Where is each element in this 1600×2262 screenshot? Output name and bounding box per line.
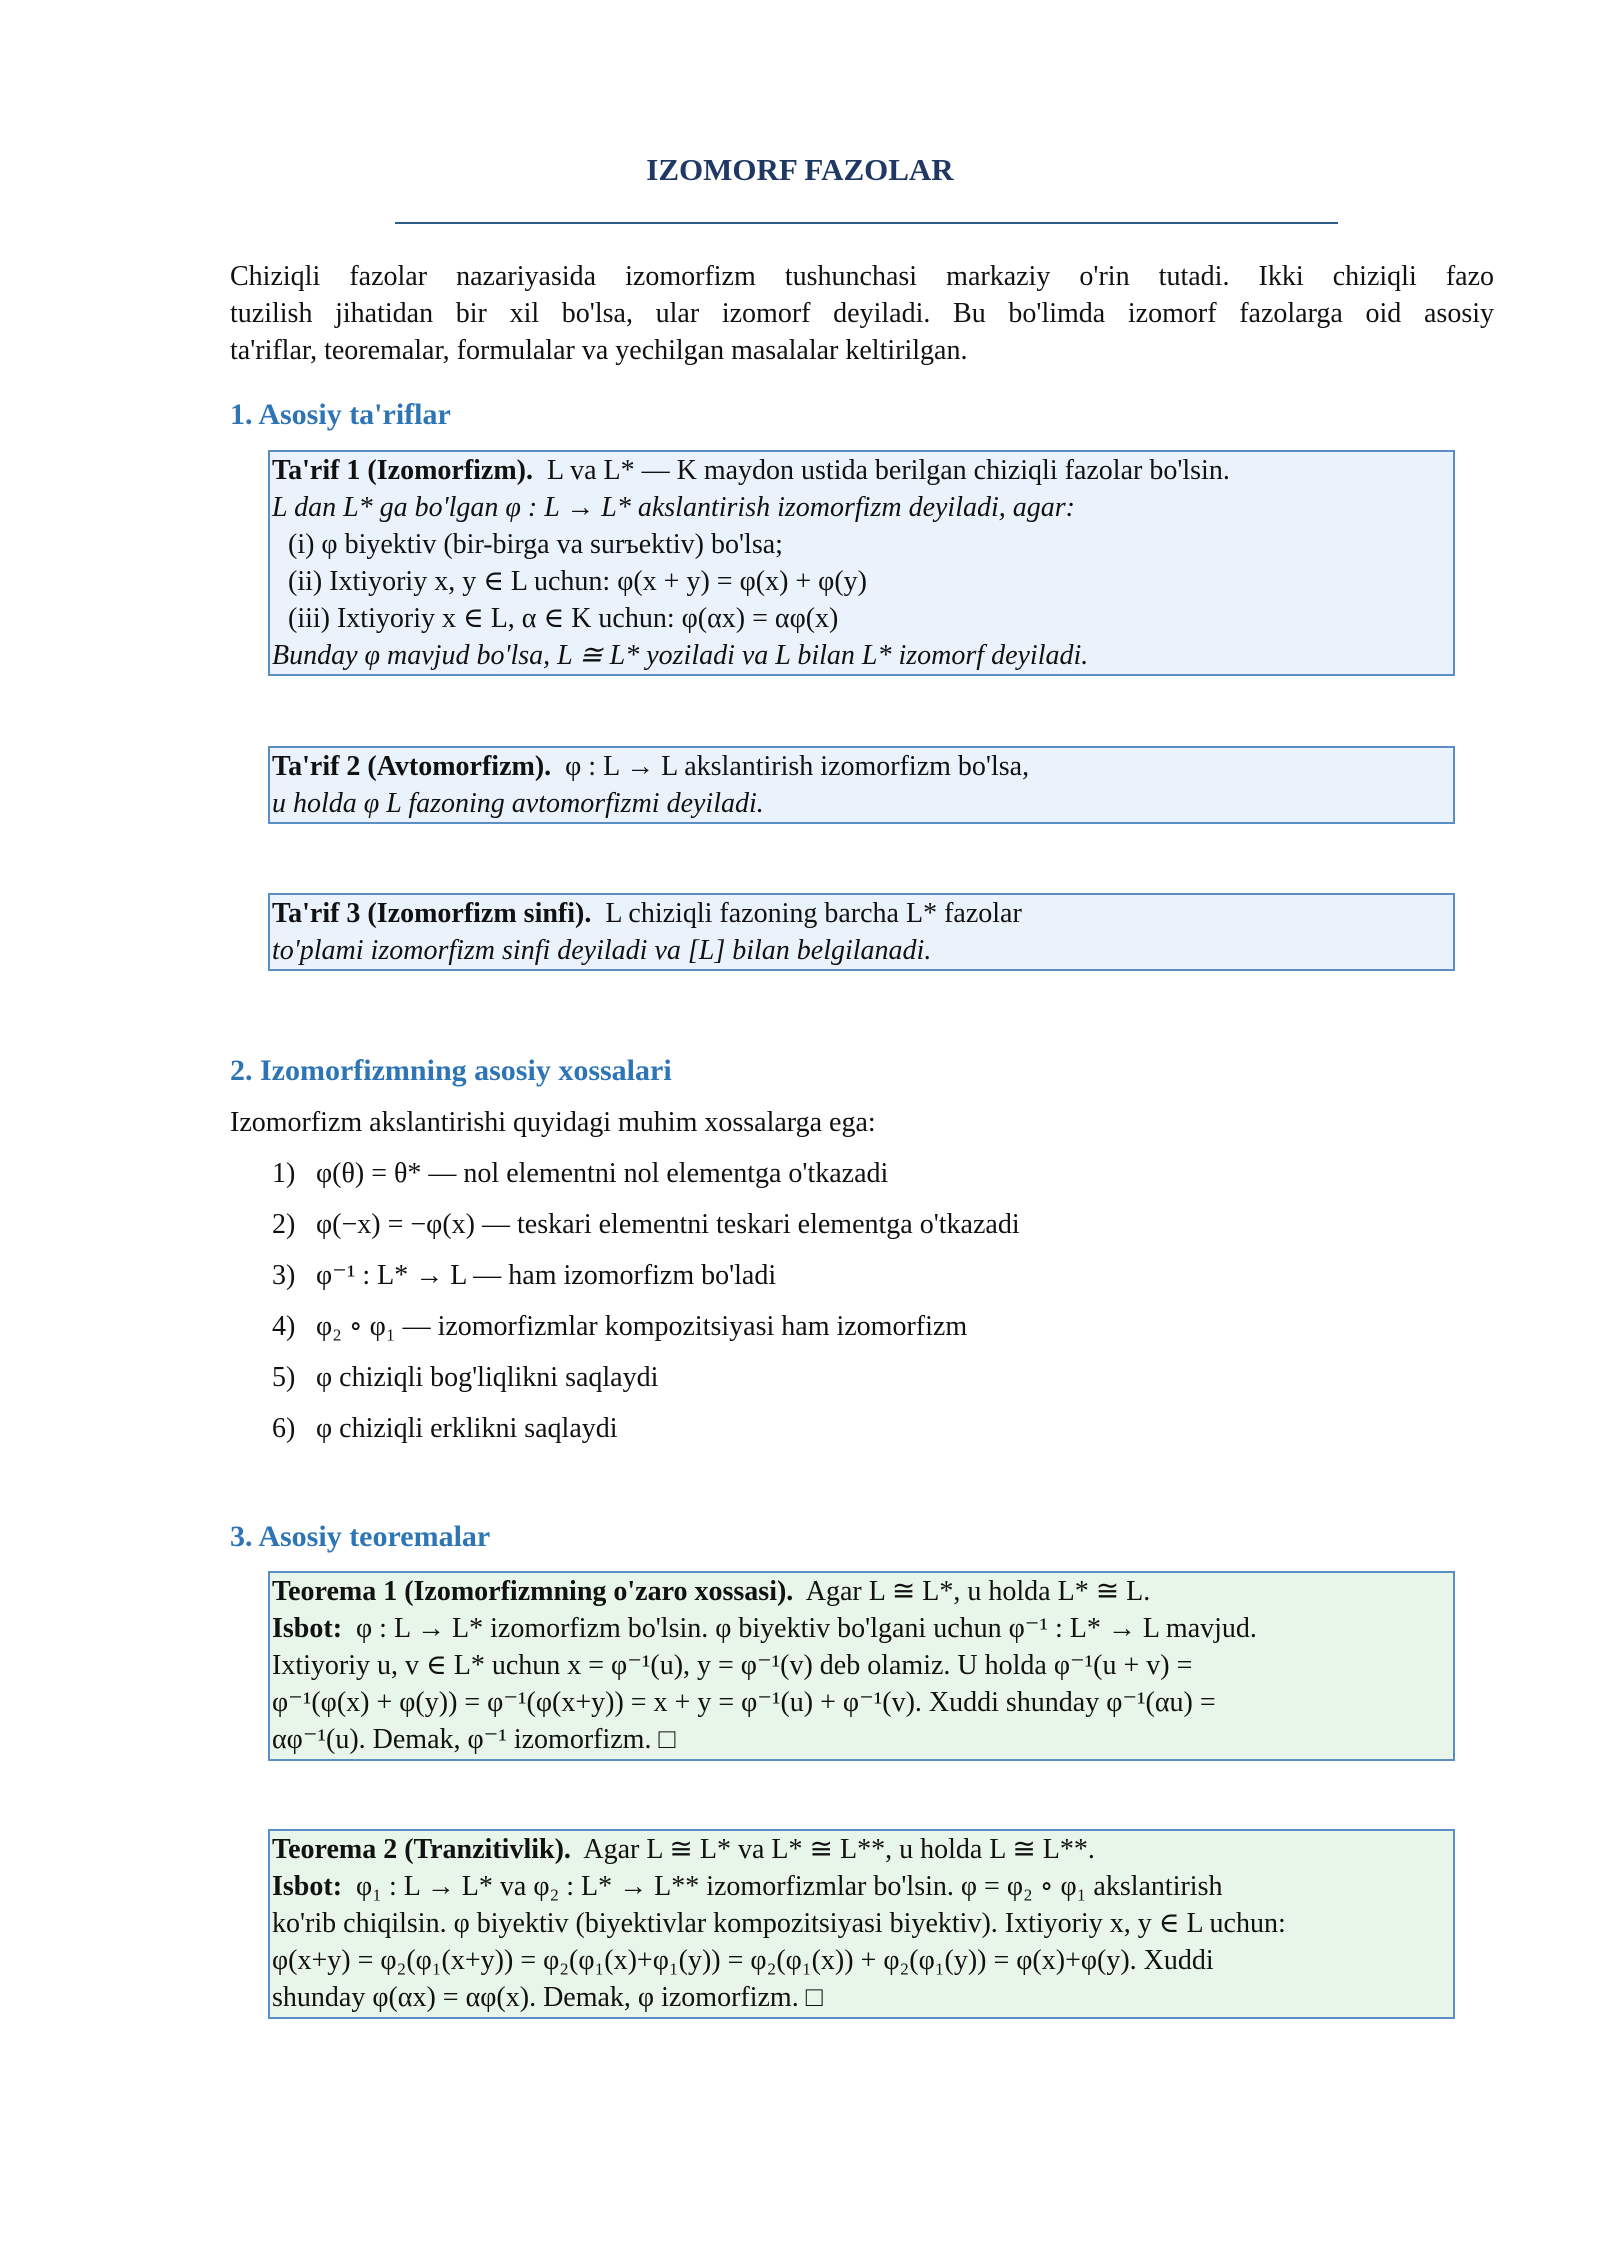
definition-condition: (iii) Ixtiyoriy x ∈ L, α ∈ K uchun: φ(αx) = αφ(x) xyxy=(288,603,839,634)
list-item-number: 2) xyxy=(272,1209,296,1240)
page-title: IZOMORF FAZOLAR xyxy=(646,152,954,187)
list-item-text: φ(θ) = θ* — nol elementni nol elementga o'tkazadi xyxy=(316,1158,889,1189)
proof-line: φ(x+y) = φ₂(φ₁(x+y)) = φ₂(φ₁(x)+φ₁(y)) = φ₂(φ₁(x)) + φ₂(φ₁(y)) = φ(x)+φ(y). Xuddi xyxy=(272,1945,1214,1976)
proof-line xyxy=(272,1610,1453,1647)
definition-box-2 xyxy=(268,746,1455,824)
intro-paragraph xyxy=(230,258,1494,369)
theorem-heading: Teorema 1 (Izomorfizmning o'zaro xossasi). xyxy=(272,1576,794,1607)
section-heading-theorems: 3. Asosiy teoremalar xyxy=(230,1520,491,1553)
definition-heading: Ta'rif 3 (Izomorfizm sinfi). xyxy=(272,898,592,929)
list-item xyxy=(272,1155,1020,1206)
proof-line: shunday φ(αx) = αφ(x). Demak, φ izomorfizm. □ xyxy=(272,1982,823,2013)
theorem-heading: Teorema 2 (Tranzitivlik). xyxy=(272,1834,571,1865)
proof-text: φ : L → L* izomorfizm bo'lsin. φ biyektiv bo'lgani uchun φ⁻¹ : L* → L mavjud. xyxy=(356,1613,1257,1644)
proof-label: Isbot: xyxy=(272,1613,343,1644)
theorem-line xyxy=(272,1831,1453,1868)
list-item-text: φ⁻¹ : L* → L — ham izomorfizm bo'ladi xyxy=(316,1260,777,1291)
definition-heading: Ta'rif 2 (Avtomorfizm). xyxy=(272,751,552,782)
properties-lead: Izomorfizm akslantirishi quyidagi muhim xossalarga ega: xyxy=(230,1107,876,1138)
section-heading-definitions: 1. Asosiy ta'riflar xyxy=(230,398,451,431)
definition-line: Bunday φ mavjud bo'lsa, L ≅ L* yoziladi va L bilan L* izomorf deyiladi. xyxy=(272,640,1089,671)
intro-line: tuzilish jihatidan bir xil bo'lsa, ular izomorf deyiladi. Bu bo'limda izomorf fazolarga oid asosiy xyxy=(230,298,1494,329)
theorem-box-1 xyxy=(268,1571,1455,1761)
definition-text: φ : L → L akslantirish izomorfizm bo'lsa, xyxy=(565,751,1030,782)
list-item-text: φ₂ ∘ φ₁ — izomorfizmlar kompozitsiyasi ham izomorfizm xyxy=(316,1311,968,1342)
theorem-line xyxy=(272,1573,1453,1610)
list-item-number: 6) xyxy=(272,1413,296,1444)
definition-line: L dan L* ga bo'lgan φ : L → L* akslantirish izomorfizm deyiladi, agar: xyxy=(272,492,1075,523)
list-item xyxy=(272,1308,1020,1359)
proof-line: φ⁻¹(φ(x) + φ(y)) = φ⁻¹(φ(x+y)) = x + y = φ⁻¹(u) + φ⁻¹(v). Xuddi shunday φ⁻¹(αu) = xyxy=(272,1687,1216,1718)
intro-line: Chiziqli fazolar nazariyasida izomorfizm tushunchasi markaziy o'rin tutadi. Ikki chiziqli fazo xyxy=(230,261,1494,292)
intro-line: ta'riflar, teoremalar, formulalar va yechilgan masalalar keltirilgan. xyxy=(230,335,968,366)
definition-box-1 xyxy=(268,450,1455,676)
proof-line xyxy=(272,1868,1453,1905)
properties-list xyxy=(272,1155,1020,1461)
list-item xyxy=(272,1410,1020,1461)
definition-line xyxy=(272,452,1453,489)
list-item-text: φ chiziqli erklikni saqlaydi xyxy=(316,1413,618,1444)
list-item-text: φ(−x) = −φ(x) — teskari elementni teskari elementga o'tkazadi xyxy=(316,1209,1020,1240)
section-heading-properties: 2. Izomorfizmning asosiy xossalari xyxy=(230,1054,672,1087)
proof-label: Isbot: xyxy=(272,1871,343,1902)
theorem-box-2 xyxy=(268,1829,1455,2019)
definition-line xyxy=(272,748,1453,785)
list-item xyxy=(272,1257,1020,1308)
list-item xyxy=(272,1206,1020,1257)
proof-line: Ixtiyoriy u, v ∈ L* uchun x = φ⁻¹(u), y = φ⁻¹(v) deb olamiz. U holda φ⁻¹(u + v) = xyxy=(272,1650,1193,1681)
list-item-number: 5) xyxy=(272,1362,296,1393)
list-item-number: 3) xyxy=(272,1260,296,1291)
definition-line xyxy=(272,895,1453,932)
proof-text: φ₁ : L → L* va φ₂ : L* → L** izomorfizmlar bo'lsin. φ = φ₂ ∘ φ₁ akslantirish xyxy=(356,1871,1223,1902)
theorem-statement: Agar L ≅ L*, u holda L* ≅ L. xyxy=(805,1576,1151,1607)
definition-condition: (ii) Ixtiyoriy x, y ∈ L uchun: φ(x + y) = φ(x) + φ(y) xyxy=(288,566,867,597)
proof-line: αφ⁻¹(u). Demak, φ⁻¹ izomorfizm. □ xyxy=(272,1724,676,1755)
list-item-text: φ chiziqli bog'liqlikni saqlaydi xyxy=(316,1362,659,1393)
theorem-statement: Agar L ≅ L* va L* ≅ L**, u holda L ≅ L**. xyxy=(583,1834,1095,1865)
definition-line: u holda φ L fazoning avtomorfizmi deyiladi. xyxy=(272,788,764,819)
definition-condition: (i) φ biyektiv (bir-birga va surъektiv) bo'lsa; xyxy=(288,529,783,560)
list-item-number: 4) xyxy=(272,1311,296,1342)
list-item xyxy=(272,1359,1020,1410)
definition-box-3 xyxy=(268,893,1455,971)
definition-text: L chiziqli fazoning barcha L* fazolar xyxy=(605,898,1022,929)
proof-line: ko'rib chiqilsin. φ biyektiv (biyektivlar kompozitsiyasi biyektiv). Ixtiyoriy x, y ∈ L uchun: xyxy=(272,1908,1286,1939)
definition-heading: Ta'rif 1 (Izomorfizm). xyxy=(272,455,533,486)
title-divider xyxy=(395,222,1338,224)
definition-line: to'plami izomorfizm sinfi deyiladi va [L] bilan belgilanadi. xyxy=(272,935,932,966)
list-item-number: 1) xyxy=(272,1158,296,1189)
definition-text: L va L* — K maydon ustida berilgan chiziqli fazolar bo'lsin. xyxy=(547,455,1230,486)
